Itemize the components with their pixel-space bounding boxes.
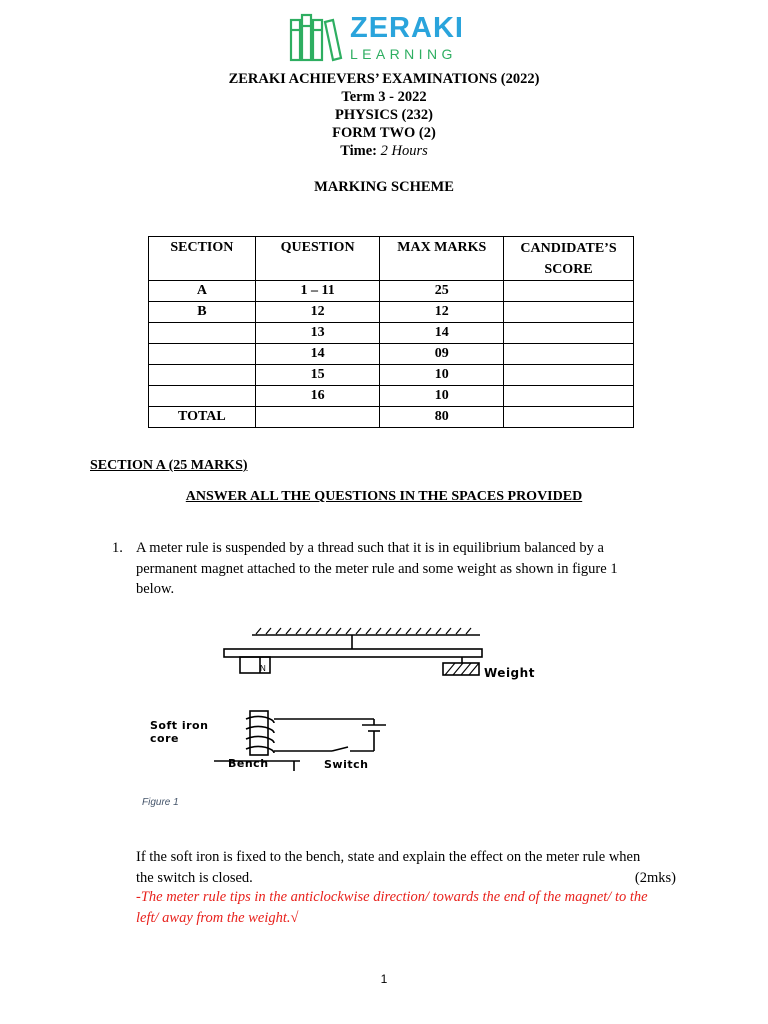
answer-text bbox=[136, 887, 696, 928]
exam-subject: PHYSICS (232) bbox=[335, 107, 433, 123]
time-label: Time: bbox=[340, 143, 377, 159]
meter-rule-diagram bbox=[142, 615, 567, 790]
header-question: QUESTION bbox=[255, 237, 380, 281]
cell-max-marks: 25 bbox=[380, 281, 504, 302]
table-row bbox=[149, 323, 634, 344]
answer-line: left/ away from the weight.√ bbox=[136, 909, 299, 926]
answer-line: -The meter rule tips in the anticlockwise direction/ towards the end of the magnet/ to the bbox=[136, 889, 648, 905]
core-label: core bbox=[150, 732, 179, 745]
cell-max-marks: 09 bbox=[380, 344, 504, 365]
cell-section: A bbox=[149, 281, 256, 302]
cell-score bbox=[504, 302, 634, 323]
cell-section bbox=[149, 365, 256, 386]
cell-question: 12 bbox=[255, 302, 380, 323]
exam-form: FORM TWO (2) bbox=[332, 125, 436, 141]
logo-brand: ZERAKI bbox=[350, 12, 464, 44]
marking-scheme-title: MARKING SCHEME bbox=[314, 179, 454, 195]
cell-section bbox=[149, 323, 256, 344]
table-header-row bbox=[149, 237, 634, 281]
page-number: 1 bbox=[380, 972, 388, 986]
cell-score bbox=[504, 281, 634, 302]
header-max-marks: MAX MARKS bbox=[380, 237, 504, 281]
question-number: 1. bbox=[112, 540, 123, 556]
books-icon bbox=[288, 12, 346, 64]
cell-score bbox=[504, 407, 634, 428]
cell-question: 1 – 11 bbox=[255, 281, 380, 302]
cell-question: 13 bbox=[255, 323, 380, 344]
header-candidate-score: CANDIDATE’S SCORE bbox=[504, 237, 634, 281]
table-row bbox=[149, 302, 634, 323]
header-section: SECTION bbox=[149, 237, 256, 281]
weight-label: Weight bbox=[484, 666, 535, 680]
cell-score bbox=[504, 386, 634, 407]
soft-iron-label: Soft iron bbox=[150, 719, 209, 732]
magnet-n-label: N bbox=[260, 664, 266, 673]
switch-label: Switch bbox=[324, 758, 369, 771]
question-text-line: A meter rule is suspended by a thread such that it is in equilibrium balanced by a bbox=[136, 540, 604, 556]
cell-max-marks: 12 bbox=[380, 302, 504, 323]
cell-score bbox=[504, 344, 634, 365]
cell-question: 15 bbox=[255, 365, 380, 386]
cell-max-marks: 10 bbox=[380, 386, 504, 407]
cell-section bbox=[149, 344, 256, 365]
cell-max-marks: 14 bbox=[380, 323, 504, 344]
prompt-line: If the soft iron is fixed to the bench, state and explain the effect on the meter rule when bbox=[136, 849, 641, 865]
cell-section bbox=[149, 386, 256, 407]
table-row bbox=[149, 344, 634, 365]
cell-max-marks: 80 bbox=[380, 407, 504, 428]
figure-caption: Figure 1 bbox=[142, 797, 179, 808]
table-row bbox=[149, 365, 634, 386]
exam-term: Term 3 - 2022 bbox=[341, 89, 427, 105]
marks-label: (2mks) bbox=[634, 869, 676, 886]
logo-sub: LEARNING bbox=[350, 46, 457, 62]
table-row bbox=[149, 386, 634, 407]
question-text bbox=[136, 538, 696, 600]
cell-score bbox=[504, 323, 634, 344]
marks-table bbox=[148, 236, 634, 428]
bench-label: Bench bbox=[228, 757, 269, 770]
exam-time bbox=[0, 142, 768, 160]
zeraki-logo bbox=[288, 12, 478, 64]
cell-max-marks: 10 bbox=[380, 365, 504, 386]
cell-score bbox=[504, 365, 634, 386]
question-text-line: below. bbox=[136, 581, 175, 597]
prompt-text: the switch is closed. bbox=[136, 869, 253, 886]
figure-1 bbox=[142, 615, 567, 790]
table-row bbox=[149, 281, 634, 302]
section-a-instruction: ANSWER ALL THE QUESTIONS IN THE SPACES PROVIDED bbox=[185, 489, 583, 504]
time-value: 2 Hours bbox=[380, 143, 428, 159]
question-prompt bbox=[136, 847, 676, 888]
cell-question bbox=[255, 407, 380, 428]
table-total-row bbox=[149, 407, 634, 428]
cell-section: TOTAL bbox=[149, 407, 256, 428]
question-text-line: permanent magnet attached to the meter rule and some weight as shown in figure 1 bbox=[136, 560, 618, 577]
cell-question: 16 bbox=[255, 386, 380, 407]
cell-section: B bbox=[149, 302, 256, 323]
cell-question: 14 bbox=[255, 344, 380, 365]
section-a-title: SECTION A (25 MARKS) bbox=[90, 458, 248, 473]
exam-title: ZERAKI ACHIEVERS’ EXAMINATIONS (2022) bbox=[228, 71, 540, 87]
prompt-line bbox=[136, 868, 676, 889]
